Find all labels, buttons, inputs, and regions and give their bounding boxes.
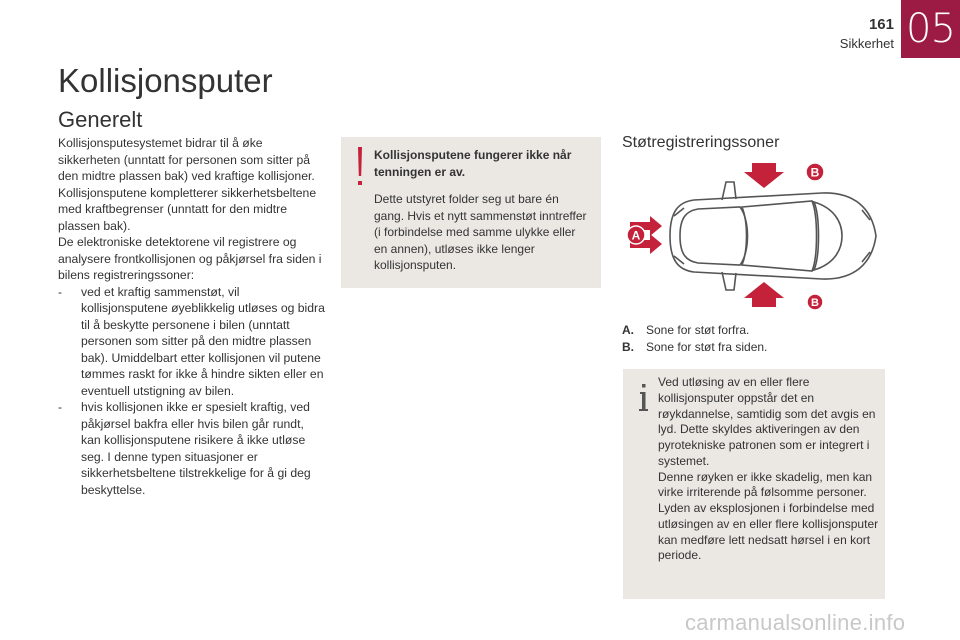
marker-b-bottom-label: B <box>811 297 819 309</box>
body-text <box>58 135 326 498</box>
marker-a-label: A <box>631 228 641 243</box>
page-subtitle: Generelt <box>58 107 143 132</box>
legend-text: Sone for støt forfra. <box>646 323 750 337</box>
bullet-dash: - <box>58 284 63 299</box>
watermark: carmanualsonline.info <box>685 610 906 635</box>
warning-box <box>341 137 601 288</box>
side-impact-arrows-bottom <box>744 282 784 307</box>
page-title: Kollisjonsputer <box>58 62 273 99</box>
info-icon <box>637 383 651 413</box>
info-box <box>623 369 885 599</box>
legend-text: Sone for støt fra siden. <box>646 340 768 354</box>
legend-key: A. <box>622 323 634 337</box>
bullet-text: ved et kraftig sammenstøt, vil kollisjonsputene øyeblikkelig utløses og bidra til å beskytte personene i bilen (unntatt personen som sitter på den midtre plassen bak). Umiddelbart etter kollisjonen vil putene tømmes raskt for ikke å hindre sikten eller en eventuell utstigning av bilen. <box>81 284 325 398</box>
info-text: Ved utløsing av en eller flere kollisjonsputer oppstår det en røykdannelse, samtidig som det avgis en lyd. Dette skyldes aktiveringen av den pyrotekniske patronen som er integrert i systemet. Denne røyken er ikke skadelig, men kan virke irriterende på følsomme personer. Lyden av eksplosjonen i forbindelse med utløsingen av en eller flere kollisjonsputer kan medføre lett nedsatt hørsel i en kort periode. <box>658 375 879 563</box>
bullet-item <box>58 284 326 400</box>
section-name: Sikkerhet <box>839 36 894 51</box>
warning-text: Dette utstyret folder seg ut bare én gang. Hvis et nytt sammenstøt inntreffer (i forbindelse med samme ulykke eller en annen), utløses ikke lenger kollisjonsputen. <box>374 192 587 272</box>
exclamation-icon <box>351 145 369 189</box>
marker-a <box>627 226 645 244</box>
car-outline <box>670 182 876 290</box>
marker-b-bottom <box>807 294 823 310</box>
legend-key: B. <box>622 340 634 354</box>
legend-item <box>622 322 767 339</box>
body-paragraph-1: Kollisjonsputesystemet bidrar til å øke sikkerheten (unntatt for personen som sitter på den midtre plassen bak) ved kraftige kollisjoner. Kollisjonsputene kompletterer sikkerhetsbeltene med kraftbegrenser (unntatt for den midtre plassen bak). <box>58 136 317 233</box>
side-impact-arrows-top <box>744 163 784 188</box>
page-number: 161 <box>868 16 894 33</box>
zones-legend <box>622 322 767 356</box>
bullet-text: hvis kollisjonen ikke er spesielt kraftig, ved påkjørsel bakfra eller hvis bilen går rundt, kan kollisjonsputene risikere å ikke utløse seg. I denne typen situasjoner er sikkerhetsbeltene tilstrekkelige for å gi deg beskyttelse. <box>81 400 311 497</box>
body-paragraph-2: De elektroniske detektorene vil registrere og analysere frontkollisjonen og påkjørsel fra siden i bilens registreringssoner: <box>58 235 322 282</box>
collision-zones-diagram <box>622 160 890 310</box>
bullet-item <box>58 399 326 498</box>
chapter-tab: 05 <box>901 0 960 58</box>
warning-title: Kollisjonsputene fungerer ikke når tenningen er av. <box>374 148 572 179</box>
bullet-dash: - <box>58 400 63 414</box>
zones-heading: Støtregistreringssoner <box>622 134 780 151</box>
marker-b-top <box>806 163 824 181</box>
legend-item <box>622 339 767 356</box>
marker-b-top-label: B <box>810 165 820 180</box>
